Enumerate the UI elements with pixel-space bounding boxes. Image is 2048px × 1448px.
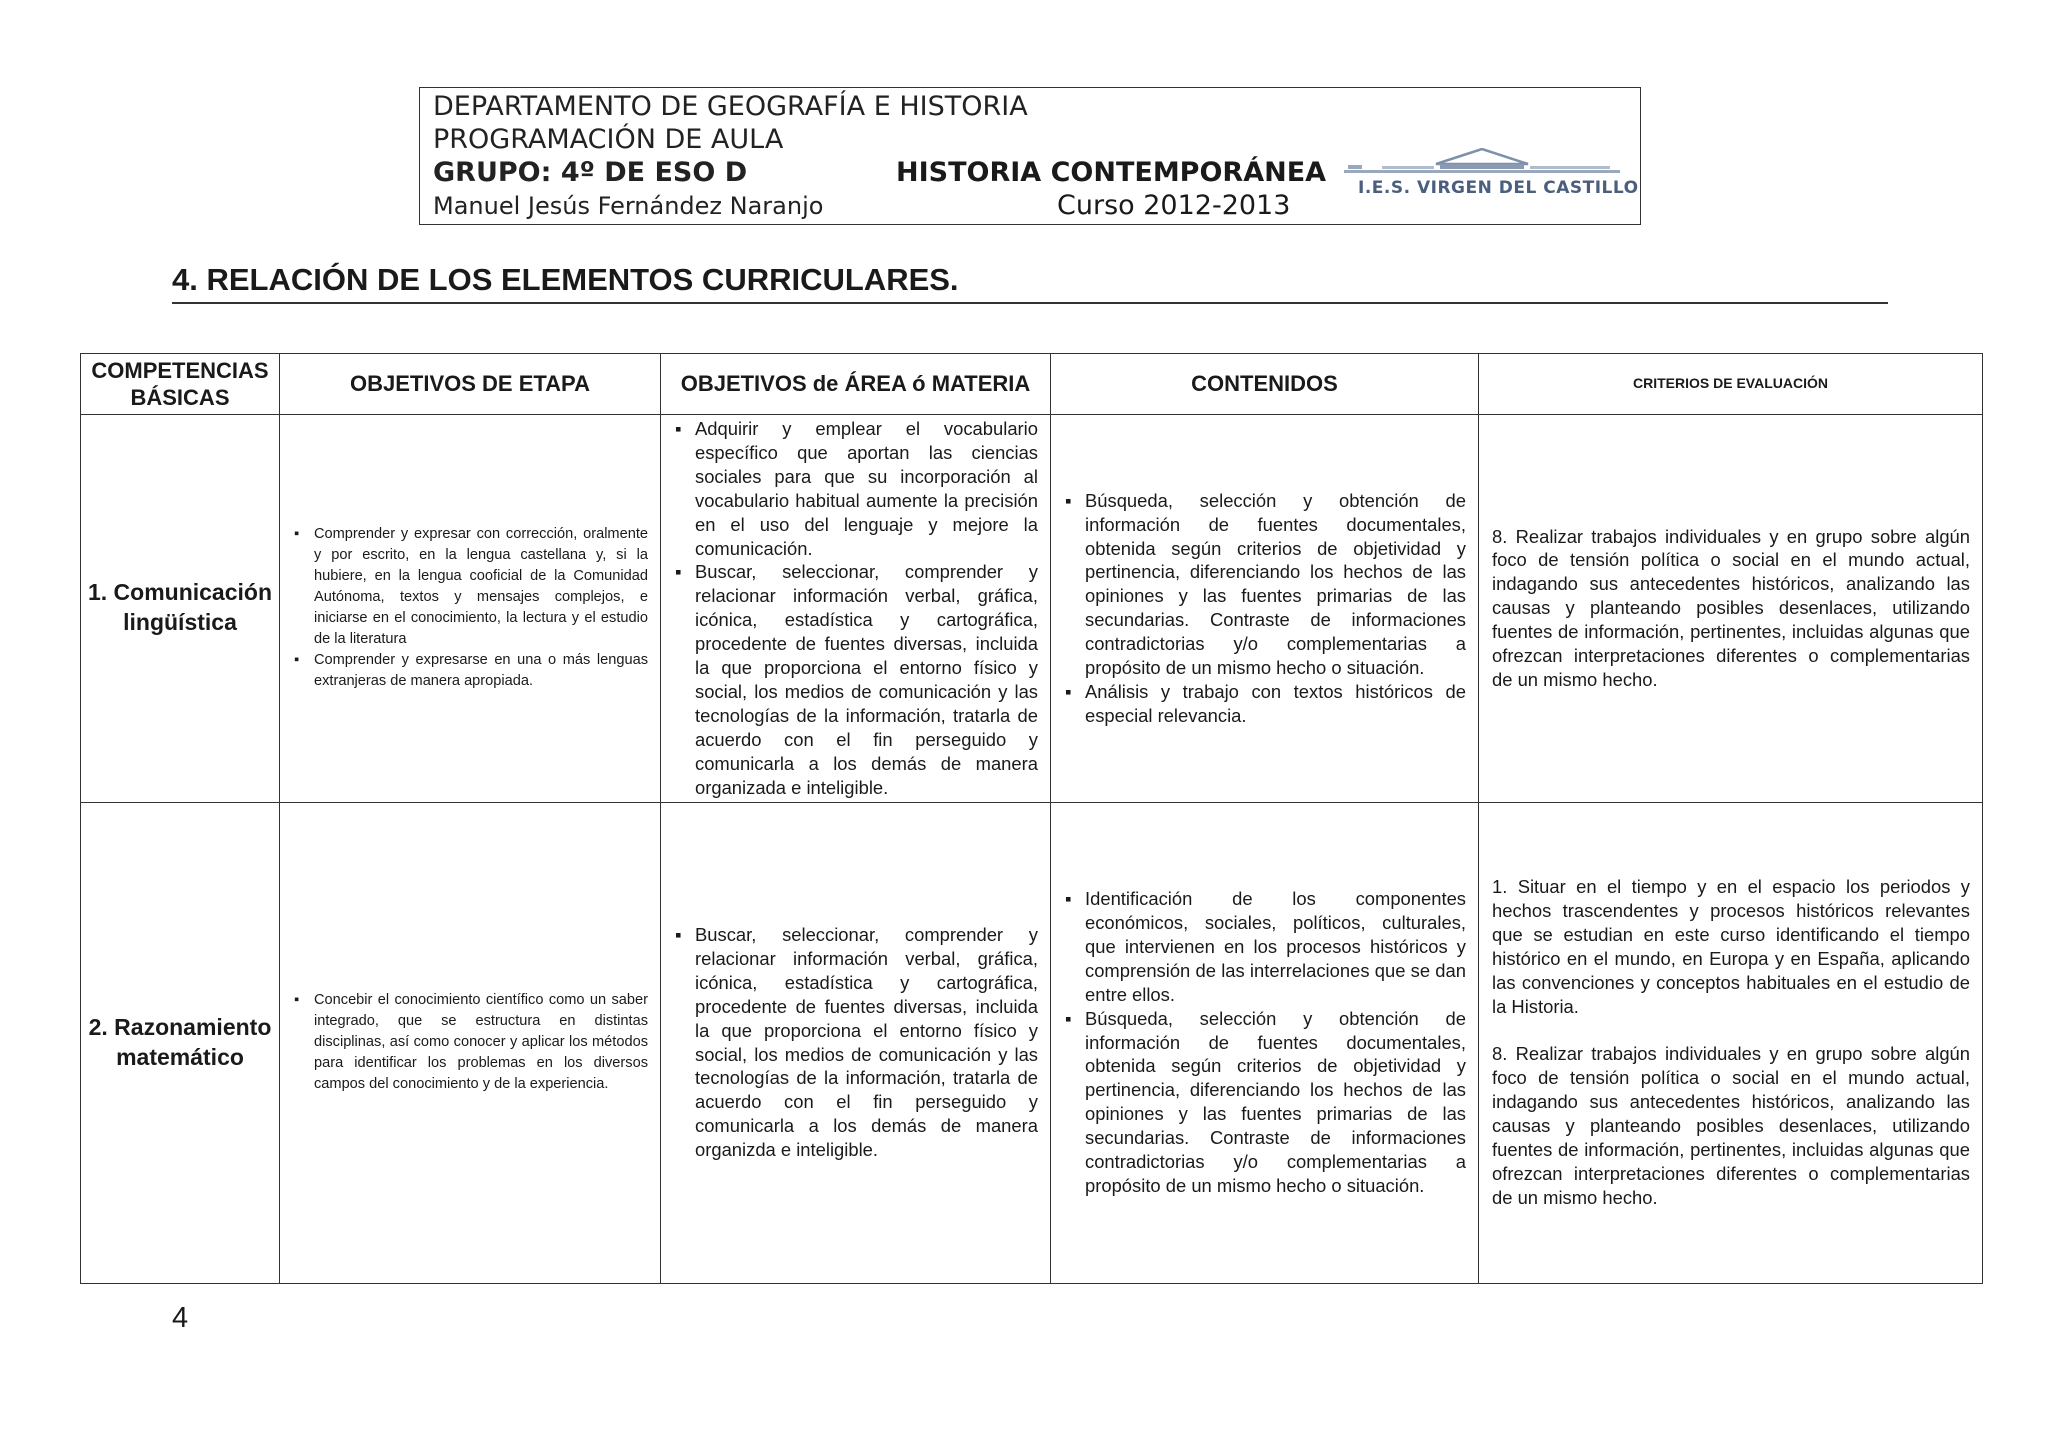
competencia-cell: 1. Comunicación lingüística	[81, 415, 280, 803]
list-item: ▪ Búsqueda, selección y obtención de información de fuentes documentales, obtenida según criterios de objetividad y pertinencia, diferenciando los hechos de las opiniones y las fuentes primarias de las secundarias. Contraste de informaciones contradictorias y/o complementarias a propósito de un mismo hecho o situación.	[1064, 1007, 1466, 1198]
objetivos-etapa-cell	[280, 415, 661, 803]
competencia-cell: 2. Razonamiento matemático	[81, 802, 280, 1283]
list-item: ▪ Identificación de los componentes económicos, sociales, políticos, culturales, que intervienen en los procesos históricos y comprensión de las interrelaciones que se dan entre ellos.	[1064, 887, 1466, 1007]
criterion-text: 8. Realizar trabajos individuales y en grupo sobre algún foco de tensión política o social en el mundo actual, indagando sus antecedentes históricos, analizando las causas y planteando posibles desenlaces, utilizando fuentes de información, pertinentes, incluidas algunas que ofrezcan interpretaciones diferentes o complementarias de un mismo hecho.	[1492, 1043, 1970, 1208]
contenidos-cell	[1051, 415, 1479, 803]
objetivos-area-cell	[661, 802, 1051, 1283]
header-objetivos-area: OBJETIVOS de ÁREA ó MATERIA	[661, 354, 1051, 415]
group-label: GRUPO: 4º DE ESO D	[433, 157, 748, 188]
list-item: ▪ Concebir el conocimiento científico como un saber integrado, que se estructura en distintas disciplinas, así como conocer y aplicar los métodos para identificar los problemas en los diversos campos del conocimiento y de la experiencia.	[293, 990, 648, 1095]
header-competencias: COMPETENCIAS BÁSICAS	[81, 354, 280, 415]
list-item: ▪ Análisis y trabajo con textos históricos de especial relevancia.	[1064, 680, 1466, 728]
school-building-icon	[1344, 148, 1620, 178]
table-header-row	[81, 354, 1983, 415]
programming-title: PROGRAMACIÓN DE AULA	[433, 124, 784, 155]
criterios-cell	[1479, 415, 1983, 803]
header-criterios: CRITERIOS DE EVALUACIÓN	[1479, 354, 1983, 415]
criterios-cell	[1479, 802, 1983, 1283]
document-header	[419, 87, 1641, 225]
list-item: ▪ Comprender y expresar con corrección, oralmente y por escrito, en la lengua castellana y, si la hubiere, en la lengua cooficial de la Comunidad Autónoma, textos y mensajes complejos, e iniciarse en el conocimiento, la lectura y el estudio de la literatura	[293, 524, 648, 650]
school-logo-text: I.E.S. VIRGEN DEL CASTILLO	[1358, 178, 1639, 198]
contenidos-cell	[1051, 802, 1479, 1283]
table-row	[81, 802, 1983, 1283]
school-logo	[1344, 148, 1639, 202]
criterion-text: 1. Situar en el tiempo y en el espacio los periodos y hechos trascendentes y procesos históricos relevantes que se estudian en este curso identificando el tiempo histórico en el mundo, en Europa y en España, aplicando las convenciones y conceptos habituales en el estudio de la Historia.	[1492, 876, 1970, 1017]
criterion-text: 8. Realizar trabajos individuales y en grupo sobre algún foco de tensión política o social en el mundo actual, indagando sus antecedentes históricos, analizando las causas y planteando posibles desenlaces, utilizando fuentes de información, pertinentes, incluidas algunas que ofrezcan interpretaciones diferentes o complementarias de un mismo hecho.	[1492, 525, 1970, 691]
list-item: ▪ Adquirir y emplear el vocabulario específico que aportan las ciencias sociales para que su incorporación al vocabulario habitual aumente la precisión en el uso del lenguaje y mejore la comunicación.	[674, 417, 1038, 560]
list-item: ▪ Buscar, seleccionar, comprender y relacionar información verbal, gráfica, icónica, estadística y cartográfica, procedente de fuentes diversas, incluida la que proporciona el entorno físico y social, los medios de comunicación y las tecnologías de la información, tratarla de acuerdo con el fin perseguido y comunicarla a los demás de manera organizda e inteligible.	[674, 923, 1038, 1162]
course-label: Curso 2012-2013	[1057, 190, 1291, 221]
list-item: ▪ Buscar, seleccionar, comprender y relacionar información verbal, gráfica, icónica, estadística y cartográfica, procedente de fuentes diversas, incluida la que proporciona el entorno físico y social, los medios de comunicación y las tecnologías de la información, tratarla de acuerdo con el fin perseguido y comunicarla a los demás de manera organizada e inteligible.	[674, 560, 1038, 799]
section-title: 4. RELACIÓN DE LOS ELEMENTOS CURRICULARES.	[172, 262, 959, 297]
subject-label: HISTORIA CONTEMPORÁNEA	[896, 157, 1327, 188]
curricular-elements-table	[80, 353, 1983, 1284]
section-divider	[172, 302, 1888, 304]
author-name: Manuel Jesús Fernández Naranjo	[433, 192, 824, 220]
list-item: ▪ Búsqueda, selección y obtención de información de fuentes documentales, obtenida según criterios de objetividad y pertinencia, diferenciando los hechos de las opiniones y las fuentes primarias de las secundarias. Contraste de informaciones contradictorias y/o complementarias a propósito de un mismo hecho o situación.	[1064, 489, 1466, 680]
objetivos-area-cell	[661, 415, 1051, 803]
table-row	[81, 415, 1983, 803]
header-objetivos-etapa: OBJETIVOS DE ETAPA	[280, 354, 661, 415]
list-item: ▪ Comprender y expresarse en una o más lenguas extranjeras de manera apropiada.	[293, 650, 648, 692]
page-number: 4	[172, 1302, 189, 1334]
department-name: DEPARTAMENTO DE GEOGRAFÍA E HISTORIA	[433, 91, 1028, 122]
objetivos-etapa-cell	[280, 802, 661, 1283]
header-contenidos: CONTENIDOS	[1051, 354, 1479, 415]
